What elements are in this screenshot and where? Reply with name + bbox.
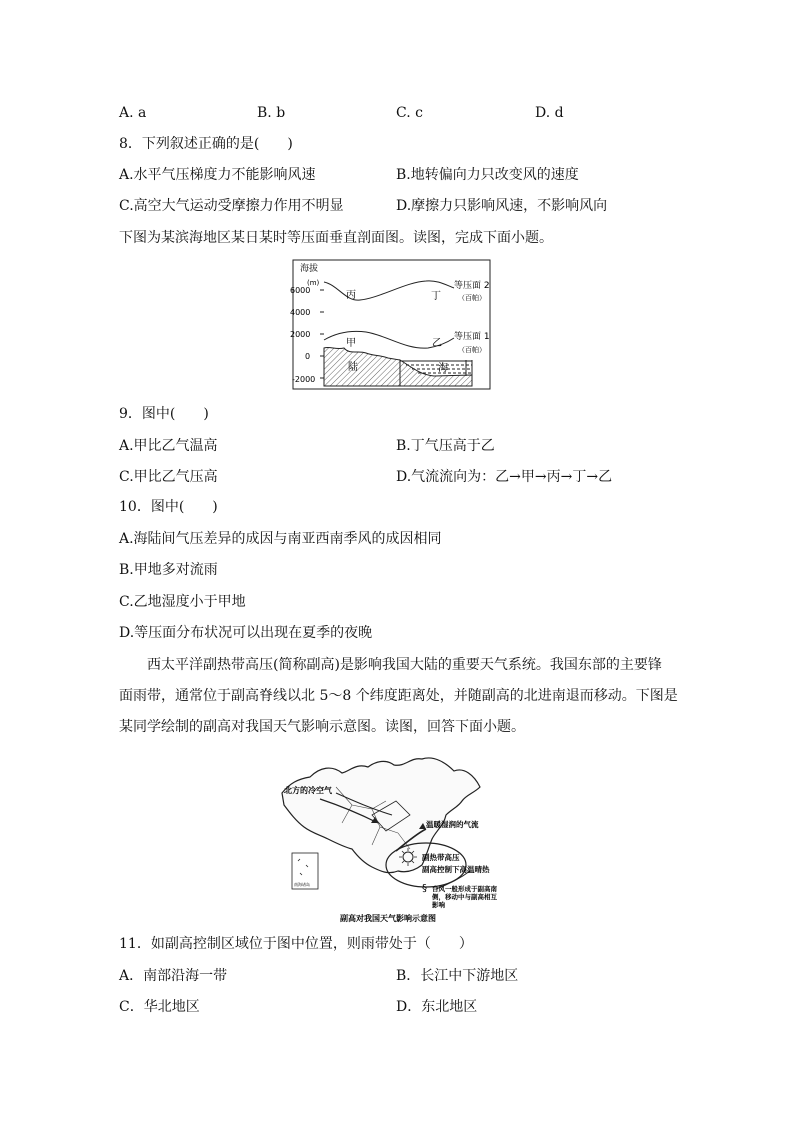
y-axis-title: 海拔	[300, 264, 319, 274]
isobar-section-figure	[288, 258, 493, 392]
q11-option-b[interactable]: B．长江中下游地区	[396, 968, 519, 984]
typhoon-icon: §	[422, 883, 427, 894]
q8-option-d[interactable]: D.摩擦力只影响风速，不影响风向	[396, 198, 608, 214]
paragraph-line-2b: 某同学绘制的副高对我国天气影响示意图。读图，回答下面小题。	[119, 719, 525, 735]
tick-6000: 6000	[290, 286, 311, 295]
tick-minus-2000: -2000	[292, 375, 316, 384]
inset-label: 南海诸岛	[294, 882, 310, 887]
label-hai: 海	[438, 363, 448, 374]
q9-option-c[interactable]: C.甲比乙气压高	[119, 469, 218, 485]
q10-option-b[interactable]: B.甲地多对流雨	[119, 562, 218, 578]
cold-air-label: 北方的冷空气	[284, 786, 332, 795]
control-label: 副高控制下高温晴热	[422, 865, 490, 874]
typhoon-label-3: 影响	[432, 901, 445, 909]
q11-option-a[interactable]: A．南部沿海一带	[119, 968, 228, 984]
q7-option-c[interactable]: C. c	[396, 105, 423, 121]
y-axis-unit: (m)	[307, 279, 320, 287]
q8-stem: 8．下列叙述正确的是( )	[119, 136, 293, 152]
q10-option-c[interactable]: C.乙地湿度小于甲地	[119, 594, 246, 610]
isobar-2-unit: （百帕）	[458, 294, 486, 302]
q10-option-d[interactable]: D.等压面分布状况可以出现在夏季的夜晚	[119, 625, 373, 641]
q10-stem: 10．图中( )	[119, 499, 218, 515]
q8-option-c[interactable]: C.高空大气运动受摩擦力作用不明显	[119, 198, 344, 214]
q9-option-d[interactable]: D.气流流向为：乙→甲→丙→丁→乙	[396, 469, 613, 485]
isobar-2-label: 等压面 2	[454, 281, 490, 291]
isobar-1-label: 等压面 1	[454, 332, 490, 342]
q11-option-d[interactable]: D．东北地区	[396, 999, 478, 1015]
isobar-1-unit: （百帕）	[458, 346, 486, 354]
intro-fig1: 下图为某滨海地区某日某时等压面垂直剖面图。读图，完成下面小题。	[119, 230, 553, 246]
figure-caption: 副高对我国天气影响示意图	[340, 914, 436, 923]
q9-option-b[interactable]: B.丁气压高于乙	[396, 438, 495, 454]
label-jia: 甲	[346, 338, 356, 349]
q7-option-d[interactable]: D. d	[535, 105, 564, 121]
label-yi: 乙	[432, 338, 442, 349]
q10-option-a[interactable]: A.海陆间气压差异的成因与南亚西南季风的成因相同	[119, 531, 442, 547]
tick-4000: 4000	[290, 308, 311, 317]
tick-2000: 2000	[290, 330, 311, 339]
q8-option-a[interactable]: A.水平气压梯度力不能影响风速	[119, 167, 316, 183]
q7-option-b[interactable]: B. b	[257, 105, 286, 121]
label-bing: 丙	[346, 290, 356, 301]
subtropical-high-label: 副热带高压	[422, 853, 460, 862]
q9-option-a[interactable]: A.甲比乙气温高	[119, 438, 218, 454]
typhoon-label-2: 侧，移动中与副高相互	[432, 893, 497, 901]
typhoon-label-1: 台风一般形成于副高南	[432, 885, 497, 893]
subtropical-high-map	[276, 753, 538, 925]
land-profile	[324, 347, 400, 386]
q9-stem: 9．图中( )	[119, 406, 209, 422]
paragraph-line-2: 面雨带，通常位于副高脊线以北 5～8 个纬度距离处，并随副高的北进南退而移动。下图是	[119, 688, 678, 704]
tick-0: 0	[305, 352, 311, 361]
paragraph-line-1: 西太平洋副热带高压(简称副高)是影响我国大陆的重要天气系统。我国东部的主要锋	[147, 657, 662, 673]
warm-flow-label: 温暖湿润的气流	[426, 820, 479, 829]
label-lu: 陆	[348, 362, 358, 373]
q11-stem: 11．如副高控制区域位于图中位置，则雨带处于（ ）	[119, 936, 473, 952]
q7-option-a[interactable]: A. a	[119, 105, 147, 121]
q11-option-c[interactable]: C．华北地区	[119, 999, 200, 1015]
label-ding: 丁	[431, 291, 441, 302]
q8-option-b[interactable]: B.地转偏向力只改变风的速度	[396, 167, 579, 183]
